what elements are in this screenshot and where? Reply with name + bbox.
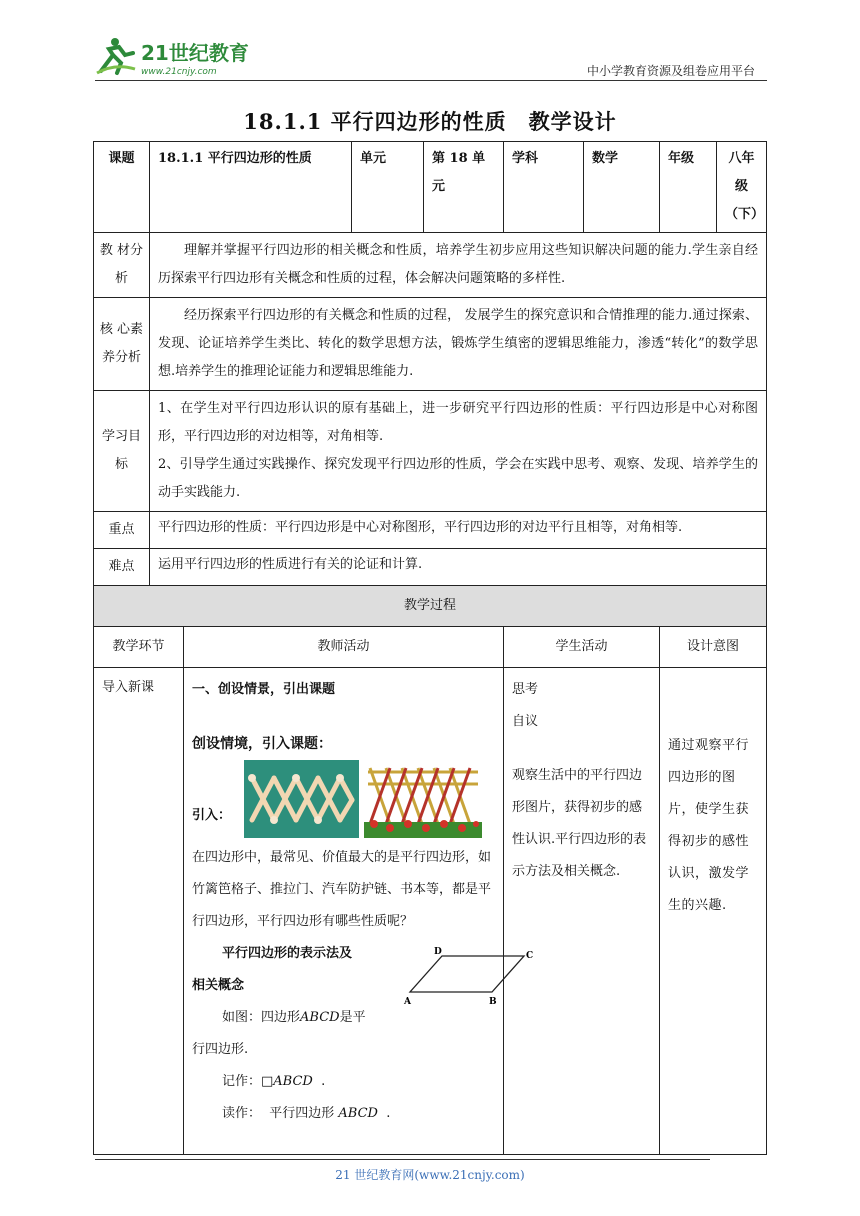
vertex-c: C: [526, 951, 534, 961]
footer-text: 21 世纪教育网(www.21cnjy.com): [335, 1168, 525, 1182]
difficulty-row: [94, 549, 767, 586]
document-title: 18.1.1 平行四边形的性质 教学设计: [243, 109, 617, 134]
goals-label: 学习目标: [94, 391, 150, 512]
intent-text: 通过观察平行四边形的图片，使学生获得初步的感性认识，激发学生的兴趣.: [668, 738, 750, 913]
literacy-row: [94, 298, 767, 391]
unit-label: 单元: [352, 142, 424, 233]
subject-value: 数学: [584, 142, 660, 233]
intro-label: 引入：: [192, 808, 232, 823]
parallelogram-figure: [400, 944, 535, 1008]
subject-label: 学科: [504, 142, 584, 233]
difficulty-text: 运用平行四边形的性质进行有关的论证和计算.: [150, 549, 767, 586]
col-intent: 设计意图: [660, 627, 767, 668]
col-teacher: 教师活动: [184, 627, 504, 668]
vertex-a: A: [404, 997, 411, 1007]
intro-paragraph: 在四边形中，最常见、价值最大的是平行四边形，如竹篱笆格子、推拉门、汽车防护链、书本等，都是平行四边形，平行四边形有哪些性质呢？: [192, 850, 492, 929]
student-line-3: 观察生活中的平行四边形图片，获得初步的感性认识.平行四边形的表示方法及相关概念.: [512, 768, 647, 879]
course-value: 18.1.1 平行四边形的性质: [150, 142, 352, 233]
analysis-text: 理解并掌握平行四边形的相关概念和性质，培养学生初步应用这些知识解决问题的能力.学生亲自经历探索平行四边形有关概念和性质的过程，体会解决问题策略的多样性.: [150, 233, 767, 298]
analysis-row: [94, 233, 767, 298]
goal-item-1: 1、在学生对平行四边形认识的原有基础上，进一步研究平行四边形的性质：平行四边形是中心对称图形，平行四边形的对边相等，对角相等.: [158, 401, 759, 444]
figure-caption-end: 行四边形.: [192, 1042, 249, 1057]
literacy-label: 核 心素 养分析: [94, 298, 150, 391]
process-header-row: [94, 627, 767, 668]
stage-cell: 导入新课: [94, 668, 184, 1155]
logo-url: www.21cnjy.com: [141, 67, 217, 77]
logo-text: 21世纪教育: [141, 41, 249, 65]
key-row: [94, 512, 767, 549]
student-line-2: 自议: [512, 714, 539, 729]
process-band-row: [94, 586, 767, 627]
intent-cell: [660, 668, 767, 1155]
info-row: [94, 142, 767, 233]
key-text: 平行四边形的性质：平行四边形是中心对称图形，平行四边形的对边平行且相等，对角相等.: [150, 512, 767, 549]
process-band: 教学过程: [94, 586, 767, 627]
section-heading: 一、创设情景，引出课题: [192, 682, 336, 697]
literacy-text: 经历探索平行四边形的有关概念和性质的过程， 发展学生的探究意识和合情推理的能力.通过探索、发现、论证培养学生类比、转化的数学思想方法，锻炼学生缜密的逻辑思维能力，渗透“转化”的数学思想.培养学生的推理论证能力和逻辑思维能力.: [150, 298, 767, 391]
process-row: [94, 668, 767, 1155]
goals-row: [94, 391, 767, 512]
logo: [95, 33, 265, 79]
vertex-b: B: [489, 997, 497, 1007]
figure-caption: 如图：四边形ABCD是平: [222, 1010, 366, 1025]
lesson-plan-table: [93, 141, 767, 1155]
grade-label: 年级: [660, 142, 717, 233]
hat-rack-image: [244, 760, 359, 838]
notation-line: 记作：□ABCD .: [222, 1074, 326, 1089]
goals-text: [150, 391, 767, 512]
student-line-1: 思考: [512, 682, 539, 697]
reading-line: 读作： 平行四边形 ABCD .: [222, 1106, 391, 1121]
analysis-label: 教 材分析: [94, 233, 150, 298]
col-student: 学生活动: [504, 627, 660, 668]
course-label: 课题: [94, 142, 150, 233]
key-label: 重点: [94, 512, 150, 549]
header-divider: [95, 80, 767, 81]
vertex-d: D: [434, 947, 442, 957]
difficulty-label: 难点: [94, 549, 150, 586]
student-cell: [504, 668, 660, 1155]
grade-value: 八年级（下）: [717, 142, 767, 233]
platform-name: 中小学教育资源及组卷应用平台: [586, 64, 755, 78]
goal-item-2: 2、引导学生通过实践操作、探究发现平行四边形的性质，学会在实践中思考、观察、发现、培养学生的动手实践能力.: [158, 457, 759, 500]
runner-icon: [97, 38, 135, 73]
garden-fence-image: [364, 764, 482, 840]
scene-heading: 创设情境，引入课题：: [192, 736, 332, 752]
col-stage: 教学环节: [94, 627, 184, 668]
unit-value: 第 18 单元: [424, 142, 504, 233]
notation-heading-1: 平行四边形的表示法及: [222, 946, 353, 961]
footer-divider: [95, 1159, 710, 1160]
notation-heading-2: 相关概念: [192, 978, 245, 993]
